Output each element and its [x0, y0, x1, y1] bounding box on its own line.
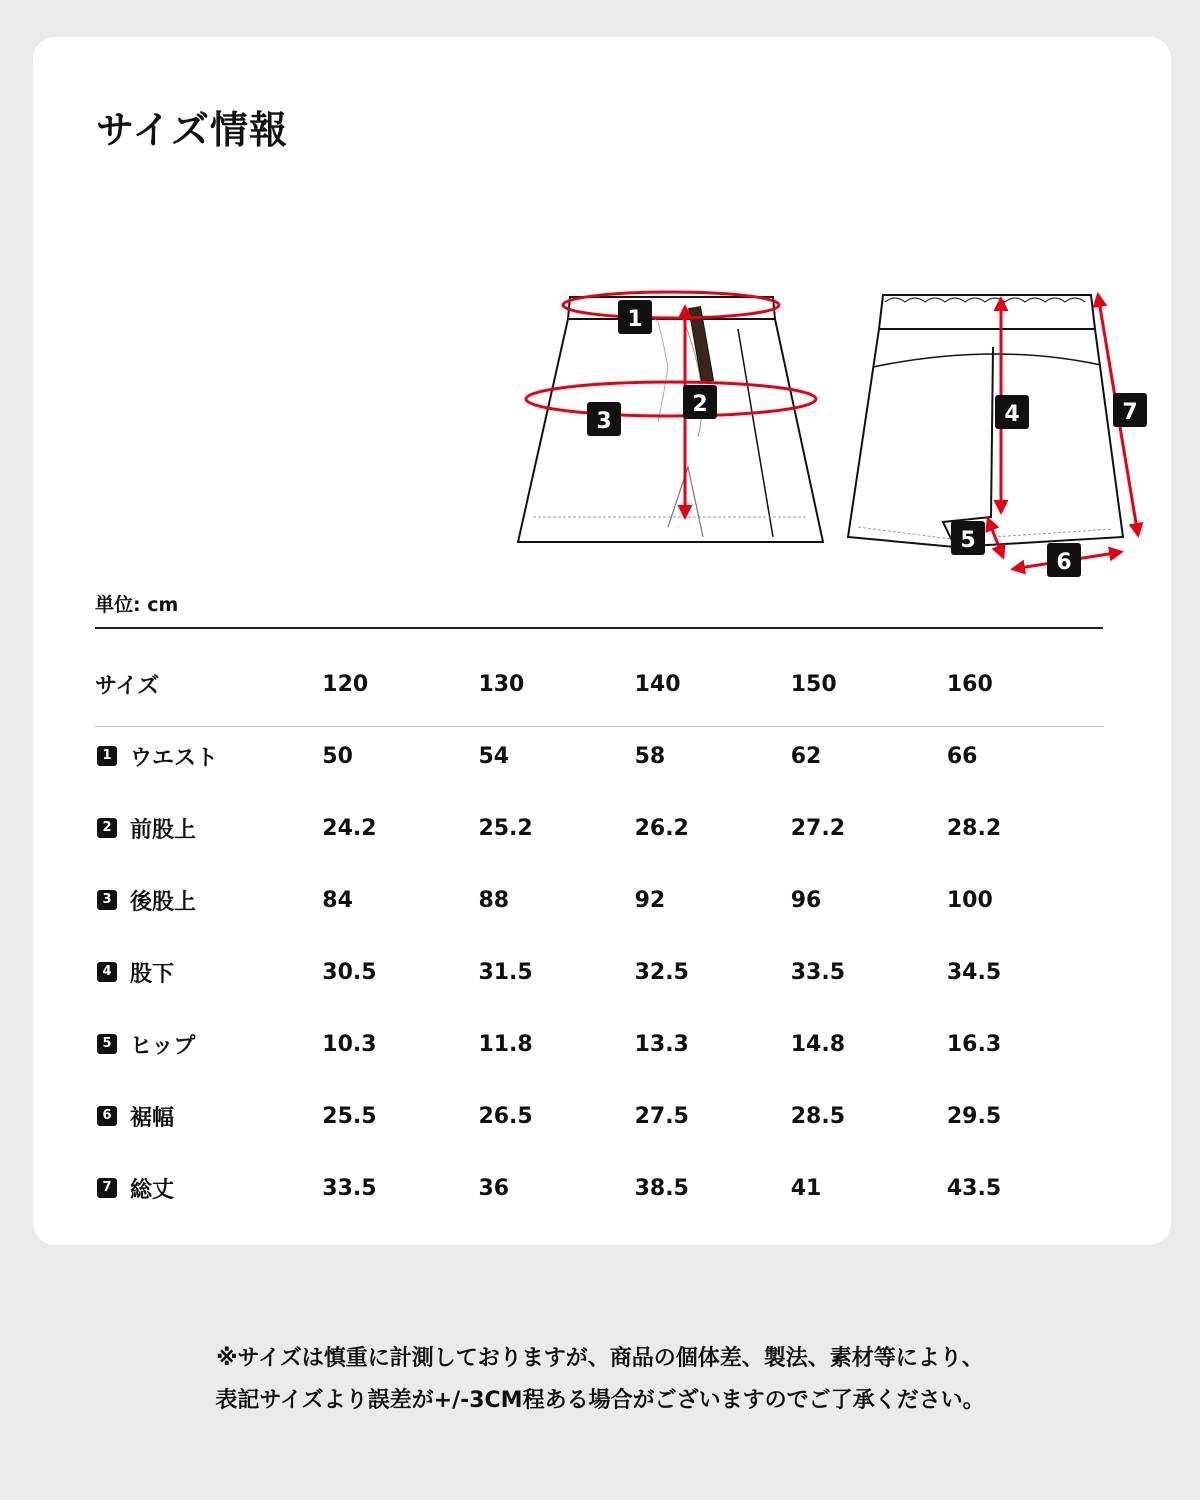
row-number-badge: 6 [97, 1106, 117, 1126]
row-label [95, 1101, 322, 1132]
disclaimer-note [0, 1338, 1200, 1422]
row-label-text: ウエスト [130, 745, 219, 771]
size-info-card [33, 37, 1171, 1245]
badge-6: 6 [1056, 550, 1072, 575]
header-size-cell: 120 [322, 671, 369, 697]
header-size-cell: 130 [478, 671, 525, 697]
row-label [95, 885, 322, 916]
row-label-text: 総丈 [130, 1177, 175, 1203]
row-label-text: 裾幅 [130, 1105, 175, 1131]
table-cell: 41 [790, 1175, 822, 1201]
table-cell: 96 [790, 887, 822, 913]
page-title: サイズ情報 [96, 108, 288, 152]
table-row [95, 1168, 1103, 1208]
garment-diagram [473, 247, 1173, 597]
table-cell: 33.5 [322, 1175, 377, 1201]
badge-2: 2 [692, 392, 708, 417]
note-line-1: ※サイズは慎重に計測しておりますが、商品の個体差、製法、素材等により、 [216, 1346, 984, 1371]
row-label-text: 股下 [130, 961, 175, 987]
row-number-badge: 5 [97, 1034, 117, 1054]
table-cell: 25.5 [322, 1103, 377, 1129]
row-label [95, 813, 322, 844]
table-cell: 28.5 [790, 1103, 845, 1129]
note-line-2: 表記サイズより誤差が+/-3CM程ある場合がございますのでご了承ください。 [215, 1388, 985, 1413]
table-top-rule [95, 627, 1103, 629]
table-cell: 26.5 [478, 1103, 533, 1129]
table-cell: 84 [322, 887, 353, 913]
table-cell: 36 [478, 1175, 510, 1201]
header-size-cell: 140 [634, 671, 681, 697]
row-number-badge: 1 [97, 746, 117, 766]
badge-3: 3 [596, 409, 612, 434]
front-view-drawing [518, 297, 823, 542]
row-number-badge: 4 [97, 962, 117, 982]
table-row [95, 808, 1103, 848]
table-cell: 50 [322, 743, 353, 769]
badge-1: 1 [627, 307, 643, 332]
table-cell: 32.5 [634, 959, 689, 985]
table-row [95, 1024, 1103, 1064]
row-label-text: 前股上 [130, 817, 197, 843]
table-cell: 100 [946, 887, 993, 913]
table-cell: 14.8 [790, 1031, 845, 1057]
back-view-drawing [848, 295, 1123, 547]
table-row [95, 880, 1103, 920]
table-cell: 10.3 [322, 1031, 377, 1057]
table-cell: 54 [478, 743, 510, 769]
table-cell: 62 [790, 743, 822, 769]
table-cell: 11.8 [478, 1031, 533, 1057]
table-header-rule [95, 726, 1103, 727]
badge-5: 5 [960, 528, 976, 553]
row-label [95, 957, 322, 988]
table-cell: 58 [634, 743, 666, 769]
table-cell: 24.2 [322, 815, 377, 841]
table-row [95, 1096, 1103, 1136]
unit-label: 単位: cm [95, 594, 179, 616]
header-size-label: サイズ [95, 673, 160, 699]
row-label-text: 後股上 [130, 889, 197, 915]
table-row [95, 736, 1103, 776]
table-cell: 88 [478, 887, 510, 913]
table-row [95, 952, 1103, 992]
table-cell: 33.5 [790, 959, 845, 985]
row-label-text: ヒップ [130, 1033, 196, 1059]
table-cell: 66 [946, 743, 978, 769]
header-size-cell: 150 [790, 671, 837, 697]
table-cell: 34.5 [946, 959, 1002, 985]
table-cell: 25.2 [478, 815, 533, 841]
row-label [95, 741, 322, 772]
table-cell: 92 [634, 887, 666, 913]
table-header-row [95, 664, 1103, 704]
row-label [95, 1173, 322, 1204]
table-cell: 38.5 [634, 1175, 689, 1201]
table-cell: 29.5 [946, 1103, 1002, 1129]
row-label [95, 1029, 322, 1060]
table-cell: 27.5 [634, 1103, 689, 1129]
table-cell: 28.2 [946, 815, 1002, 841]
badge-4: 4 [1004, 402, 1020, 427]
table-cell: 43.5 [946, 1175, 1002, 1201]
row-number-badge: 2 [97, 818, 117, 838]
header-size-cell: 160 [946, 671, 993, 697]
table-cell: 27.2 [790, 815, 845, 841]
table-cell: 26.2 [634, 815, 689, 841]
row-number-badge: 3 [97, 890, 117, 910]
badge-7: 7 [1122, 400, 1138, 425]
table-cell: 16.3 [946, 1031, 1002, 1057]
table-cell: 13.3 [634, 1031, 689, 1057]
row-number-badge: 7 [97, 1178, 117, 1198]
table-cell: 31.5 [478, 959, 533, 985]
table-cell: 30.5 [322, 959, 377, 985]
